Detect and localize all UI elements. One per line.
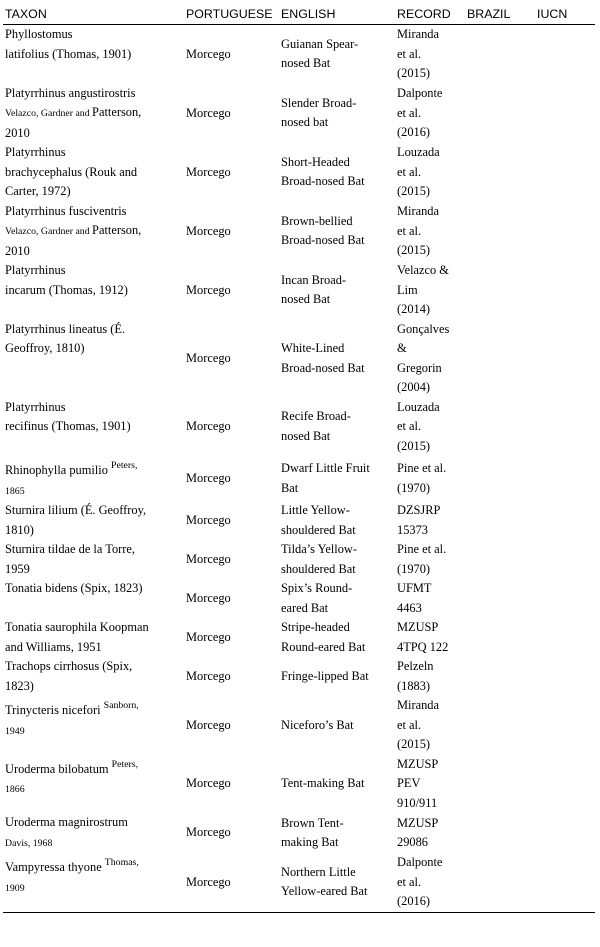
english-line: shouldered Bat [281, 561, 356, 576]
iucn-cell [535, 202, 595, 262]
english-cell [279, 202, 395, 262]
table-row [3, 320, 595, 398]
english-line: Broad-nosed Bat [281, 360, 365, 375]
taxon-line: incarum (Thomas, 1912) [5, 282, 128, 297]
english-line: Short-Headed [281, 154, 350, 169]
record-cell [395, 261, 465, 320]
record-line: DZSJRP [397, 503, 441, 517]
iucn-cell [535, 398, 595, 457]
record-cell [395, 618, 465, 657]
portuguese-cell: Morcego [186, 512, 231, 527]
record-line: (1970) [397, 561, 431, 576]
iucn-cell [535, 696, 595, 755]
taxon-cell [3, 25, 184, 84]
table-row [3, 540, 595, 579]
taxon-cell [3, 696, 184, 755]
english-cell [279, 25, 395, 84]
record-cell [395, 25, 465, 84]
english-line: Brown Tent- [281, 815, 344, 830]
taxon-author-tail: Patterson, [92, 105, 142, 119]
english-cell [279, 456, 395, 501]
record-line: et al. [397, 223, 422, 238]
table-row [3, 84, 595, 144]
english-cell [279, 320, 395, 398]
table-row [3, 261, 595, 320]
english-cell [279, 398, 395, 457]
record-cell [395, 755, 465, 814]
english-line: Round-eared Bat [281, 639, 366, 654]
iucn-cell [535, 25, 595, 84]
iucn-cell [535, 813, 595, 853]
record-line: (1970) [397, 480, 431, 495]
record-line: UFMT [397, 581, 432, 595]
brazil-cell [465, 202, 535, 262]
record-line: PEV [397, 776, 421, 790]
brazil-cell [465, 657, 535, 696]
english-line: eared Bat [281, 600, 329, 615]
taxon-line: 1865 [5, 485, 25, 497]
iucn-cell [535, 501, 595, 540]
record-line: et al. [397, 874, 422, 889]
record-line: (2015) [397, 243, 431, 257]
record-line: 4463 [397, 600, 422, 615]
taxon-line: Geoffroy, 1810) [5, 341, 85, 355]
portuguese-cell: Morcego [186, 164, 231, 179]
taxon-line: Tonatia saurophila Koopman [5, 620, 149, 634]
taxon-cell [3, 579, 184, 618]
record-line: Miranda [397, 27, 439, 41]
english-cell [279, 84, 395, 144]
taxon-line: Platyrrhinus [5, 145, 66, 159]
english-line: Broad-nosed Bat [281, 174, 365, 189]
taxon-author-small: Peters, [111, 460, 138, 471]
english-cell [279, 657, 395, 696]
taxon-line: Vampyressa thyone [5, 860, 105, 874]
iucn-cell [535, 143, 595, 202]
taxon-line: Sturnira tildae de la Torre, [5, 542, 135, 556]
taxon-line: Sturnira lilium (É. Geoffroy, [5, 503, 147, 517]
table-row [3, 579, 595, 618]
header-portuguese: PORTUGUESE [184, 3, 279, 25]
record-line: Velazco & [397, 263, 449, 277]
portuguese-cell: Morcego [186, 776, 231, 790]
record-line: et al. [397, 46, 422, 61]
iucn-cell [535, 320, 595, 398]
taxon-line: 1909 [5, 882, 25, 894]
record-line: (1883) [397, 678, 431, 693]
english-line: Northern Little [281, 864, 356, 879]
record-cell [395, 853, 465, 912]
english-cell [279, 853, 395, 912]
taxon-author-tail: Patterson, [92, 223, 142, 237]
record-line: (2015) [397, 184, 431, 198]
record-line: 910/911 [397, 795, 438, 810]
taxon-author-small: Velazco, Gardner and [5, 226, 93, 237]
iucn-cell [535, 456, 595, 501]
table-row [3, 813, 595, 853]
taxon-line: Platyrrhinus fusciventris [5, 203, 127, 218]
record-line: Pine et al. [397, 542, 447, 556]
portuguese-cell: Morcego [184, 853, 279, 912]
taxon-cell [3, 261, 184, 320]
record-cell [395, 456, 465, 501]
portuguese-cell: Morcego [186, 825, 231, 840]
record-line: Louzada [397, 145, 440, 159]
english-line: making Bat [281, 835, 339, 849]
english-line: nosed Bat [281, 292, 331, 307]
taxon-author-small: Velazco, Gardner and [5, 108, 93, 119]
taxon-author-small: Davis, 1968 [5, 837, 53, 849]
species-table [3, 3, 595, 913]
brazil-cell [465, 320, 535, 398]
record-line: (2016) [397, 894, 431, 908]
taxon-line: 2010 [5, 243, 30, 258]
english-line: Recife Broad- [281, 409, 351, 424]
record-line: et al. [397, 419, 422, 433]
taxon-line: Platyrrhinus angustirostris [5, 85, 136, 100]
table-row [3, 143, 595, 202]
taxon-cell [3, 853, 184, 912]
taxon-author-small: Peters, [111, 758, 139, 770]
taxon-cell [3, 398, 184, 457]
brazil-cell [465, 813, 535, 853]
record-line: (2004) [397, 380, 431, 394]
table-row [3, 755, 595, 814]
record-line: 4TPQ 122 [397, 639, 449, 654]
brazil-cell [465, 398, 535, 457]
portuguese-cell: Morcego [186, 419, 231, 433]
english-line: Little Yellow- [281, 503, 350, 517]
taxon-cell [3, 320, 184, 398]
taxon-cell [3, 657, 184, 696]
iucn-cell [535, 618, 595, 657]
english-line: Stripe-headed [281, 620, 350, 634]
table-row [3, 618, 595, 657]
english-cell [279, 579, 395, 618]
english-line: Brown-bellied [281, 213, 353, 228]
english-line: Dwarf Little Fruit [281, 461, 370, 475]
record-cell [395, 813, 465, 853]
portuguese-cell: Morcego [186, 590, 231, 605]
brazil-cell [465, 25, 535, 84]
table-header [3, 3, 595, 25]
brazil-cell [465, 618, 535, 657]
record-cell [395, 202, 465, 262]
record-line: Gregorin [397, 360, 442, 375]
taxon-cell [3, 456, 184, 501]
iucn-cell [535, 540, 595, 579]
taxon-cell [3, 202, 184, 262]
record-line: & [397, 341, 407, 355]
taxon-cell [3, 618, 184, 657]
taxon-line: recifinus (Thomas, 1901) [5, 419, 131, 433]
portuguese-cell: Morcego [186, 105, 231, 120]
header-iucn: IUCN [535, 3, 595, 25]
record-line: Pine et al. [397, 461, 447, 475]
iucn-cell [535, 579, 595, 618]
english-line: Niceforo’s Bat [281, 717, 354, 732]
record-line: 29086 [397, 835, 428, 849]
record-cell [395, 143, 465, 202]
english-line: Spix’s Round- [281, 581, 353, 595]
taxon-line: Trachops cirrhosus (Spix, [5, 659, 133, 673]
record-cell [395, 696, 465, 755]
taxon-cell [3, 540, 184, 579]
taxon-line: 1866 [5, 784, 25, 795]
record-line: (2015) [397, 737, 431, 751]
record-line: Dalponte [397, 855, 443, 869]
taxon-line: Phyllostomus [5, 27, 73, 41]
portuguese-cell: Morcego [186, 46, 231, 61]
iucn-cell [535, 84, 595, 144]
taxon-cell [3, 84, 184, 144]
portuguese-cell: Morcego [186, 223, 231, 238]
english-cell [279, 143, 395, 202]
taxon-line: 1959 [5, 561, 30, 576]
record-cell [395, 579, 465, 618]
english-cell [279, 813, 395, 853]
brazil-cell [465, 696, 535, 755]
record-line: (2015) [397, 438, 431, 453]
taxon-line: 1810) [5, 522, 34, 537]
english-line: nosed Bat [281, 56, 331, 71]
portuguese-cell: Morcego [186, 668, 231, 683]
taxon-line: 2010 [5, 125, 30, 140]
brazil-cell [465, 261, 535, 320]
table-row [3, 25, 595, 84]
english-cell [279, 618, 395, 657]
table-row [3, 657, 595, 696]
portuguese-cell: Morcego [186, 470, 231, 485]
english-line: Yellow-eared Bat [281, 884, 368, 899]
taxon-cell [3, 501, 184, 540]
english-cell [279, 696, 395, 755]
brazil-cell [465, 755, 535, 814]
record-line: MZUSP [397, 756, 439, 771]
brazil-cell [465, 853, 535, 912]
taxon-line: brachycephalus (Rouk and [5, 164, 138, 179]
english-cell [279, 540, 395, 579]
taxon-line: Uroderma bilobatum [5, 761, 112, 776]
iucn-cell [535, 755, 595, 814]
iucn-cell [535, 853, 595, 912]
taxon-line: 1949 [5, 725, 25, 737]
taxon-cell [3, 813, 184, 853]
record-cell [395, 540, 465, 579]
record-cell [395, 320, 465, 398]
english-cell [279, 755, 395, 814]
record-line: (2015) [397, 66, 431, 80]
english-line: Bat [281, 480, 299, 495]
header-english: ENGLISH [279, 3, 395, 25]
taxon-cell [3, 755, 184, 814]
english-line: nosed Bat [281, 428, 331, 443]
record-cell [395, 398, 465, 457]
english-line: Incan Broad- [281, 272, 347, 287]
record-line: MZUSP [397, 620, 439, 634]
brazil-cell [465, 456, 535, 501]
table-body [3, 25, 595, 913]
table-row [3, 398, 595, 457]
brazil-cell [465, 143, 535, 202]
taxon-line: latifolius (Thomas, 1901) [5, 46, 132, 61]
record-line: Lim [397, 282, 418, 297]
record-line: Miranda [397, 698, 439, 712]
brazil-cell [465, 579, 535, 618]
record-line: et al. [397, 105, 422, 120]
record-line: 15373 [397, 522, 428, 537]
taxon-line: Tonatia bidens (Spix, 1823) [5, 581, 143, 595]
taxon-line: and Williams, 1951 [5, 639, 102, 654]
taxon-author-small: Sanborn, [103, 700, 139, 711]
english-cell [279, 501, 395, 540]
taxon-line: Rhinophylla pumilio [5, 463, 112, 477]
portuguese-cell: Morcego [186, 629, 231, 644]
taxon-line: Platyrrhinus lineatus (É. [5, 321, 126, 336]
brazil-cell [465, 84, 535, 144]
table-row [3, 456, 595, 501]
record-line: Louzada [397, 399, 440, 414]
brazil-cell [465, 540, 535, 579]
portuguese-cell: Morcego [186, 551, 231, 566]
english-line: Guianan Spear- [281, 36, 359, 51]
table-row [3, 501, 595, 540]
english-line: Slender Broad- [281, 95, 357, 110]
record-line: et al. [397, 717, 422, 732]
brazil-cell [465, 501, 535, 540]
record-line: Dalponte [397, 86, 443, 100]
record-cell [395, 501, 465, 540]
taxon-author-small: Thomas, [104, 857, 139, 868]
record-line: MZUSP [397, 815, 439, 830]
english-cell [279, 261, 395, 320]
record-line: (2014) [397, 302, 431, 316]
taxon-line: 1823) [5, 678, 34, 693]
record-line: Miranda [397, 204, 439, 218]
english-line: nosed bat [281, 115, 329, 130]
english-line: Broad-nosed Bat [281, 233, 365, 248]
taxon-line: Platyrrhinus [5, 399, 66, 414]
taxon-line: Trinycteris nicefori [5, 703, 104, 717]
record-line: Pelzeln [397, 659, 434, 673]
record-line: (2016) [397, 125, 431, 139]
taxon-line: Platyrrhinus [5, 263, 66, 277]
portuguese-cell: Morcego [186, 350, 231, 365]
record-cell [395, 657, 465, 696]
record-cell [395, 84, 465, 144]
taxon-line: Uroderma magnirostrum [5, 815, 128, 829]
table-row [3, 696, 595, 755]
portuguese-cell: Morcego [186, 282, 231, 297]
taxon-cell [3, 143, 184, 202]
taxon-line: Carter, 1972) [5, 184, 71, 198]
english-line: Tent-making Bat [281, 776, 365, 790]
iucn-cell [535, 261, 595, 320]
record-line: et al. [397, 164, 422, 179]
header-taxon: TAXON [3, 3, 184, 25]
english-line: Fringe-lipped Bat [281, 668, 369, 683]
portuguese-cell: Morcego [186, 717, 231, 732]
header-brazil: BRAZIL [465, 3, 535, 25]
english-line: White-Lined [281, 341, 345, 355]
english-line: Tilda’s Yellow- [281, 542, 357, 556]
english-line: shouldered Bat [281, 522, 356, 537]
table-row [3, 202, 595, 262]
table-row [3, 853, 595, 912]
iucn-cell [535, 657, 595, 696]
header-record: RECORD [395, 3, 465, 25]
record-line: Gonçalves [397, 321, 450, 336]
